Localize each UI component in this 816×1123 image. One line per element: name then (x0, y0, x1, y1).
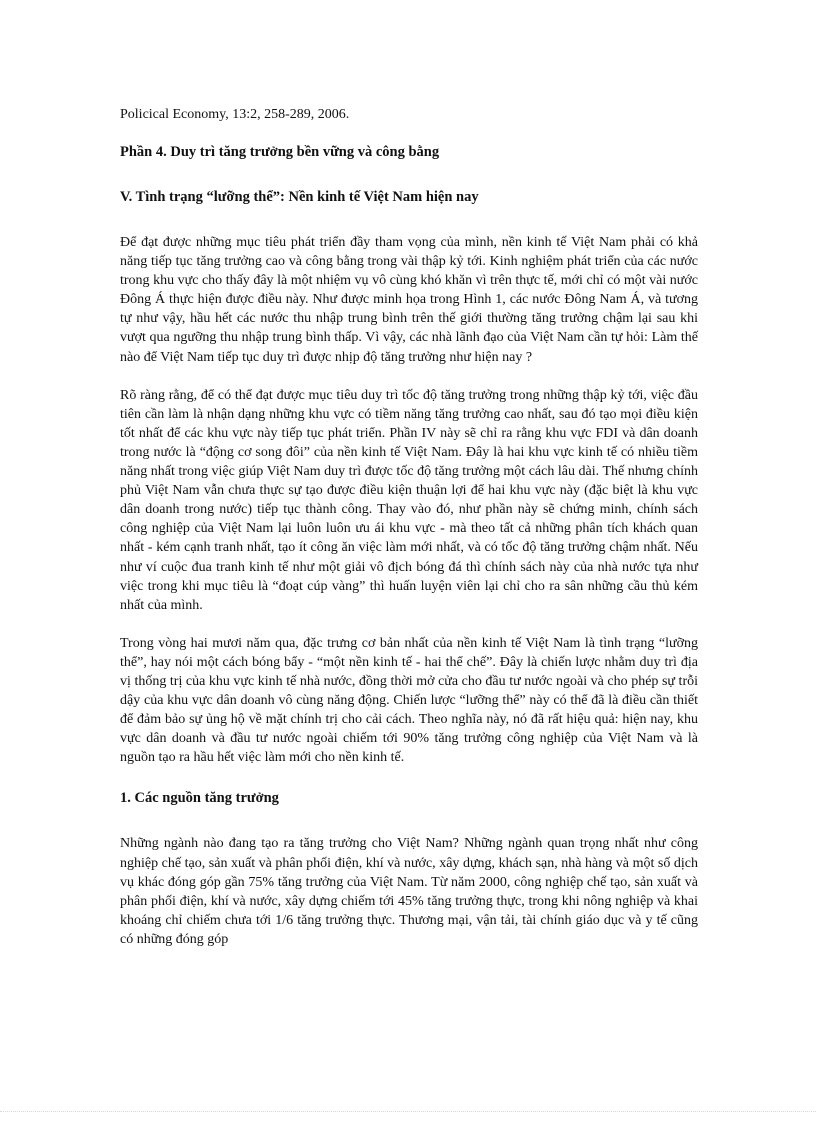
subsection-heading: 1. Các nguồn tăng trưởng (120, 790, 279, 807)
paragraph-3: Trong vòng hai mươi năm qua, đặc trưng cơ bản nhất của nền kinh tế Việt Nam là tình trạng “lưỡng thể”, hay nói một cách bóng bẩy - “một nền kinh tế - hai thể chế”. Đây là chiến lược nhằm duy trì địa vị thống trị của khu vực kinh tế nhà nước, đồng thời mở cửa cho đầu tư nước ngoài và cho phép sự trỗi dậy của khu vực dân doanh vô cùng năng động. Chiến lược “lưỡng thể” này có thể đã là điều cần thiết để đảm bảo sự ủng hộ về mặt chính trị cho cải cách. Theo nghĩa này, nó đã rất hiệu quả: hiện nay, khu vực dân doanh và đầu tư nước ngoài chiếm tới 90% tăng trưởng công nghiệp của Việt Nam và là nguồn tạo ra hầu hết việc làm mới cho nền kinh tế. (120, 635, 698, 766)
paragraph-1: Để đạt được những mục tiêu phát triển đầy tham vọng của mình, nền kinh tế Việt Nam phải có khả năng tiếp tục tăng trưởng cao và công bằng trong vài thập kỷ tới. Kinh nghiệm phát triển của các nước trong khu vực cho thấy đây là một nhiệm vụ vô cùng khó khăn vì trên thực tế, mới chỉ có một vài nước Đông Á thực hiện được điều này. Như được minh họa trong Hình 1, các nước Đông Nam Á, và tương tự như vậy, hầu hết các nước thu nhập trung bình trên thế giới thường tăng trưởng chậm lại sau khi vượt qua ngưỡng thu nhập trung bình thấp. Vì vậy, các nhà lãnh đạo của Việt Nam cần tự hỏi: Làm thế nào để Việt Nam tiếp tục duy trì được nhịp độ tăng trưởng như hiện nay ? (120, 235, 698, 365)
citation-reference: Policical Economy, 13:2, 258-289, 2006. (120, 107, 350, 122)
section-heading: V. Tình trạng “lưỡng thể”: Nền kinh tế Việt Nam hiện nay (120, 189, 479, 205)
document-body (120, 105, 698, 968)
part-heading: Phần 4. Duy trì tăng trưởng bền vững và công bằng (120, 144, 440, 160)
paragraph-2: Rõ ràng rằng, để có thể đạt được mục tiêu duy trì tốc độ tăng trưởng trong những thập kỷ tới, việc đầu tiên cần làm là nhận dạng những khu vực có tiềm năng tăng trưởng cao nhất, sau đó tạo mọi điều kiện tốt nhất để các khu vực này tiếp tục phát triển. Phần IV này sẽ chỉ ra rằng khu vực FDI và dân doanh trong nước là “động cơ song đôi” của nền kinh tế Việt Nam. Đây là hai khu vực kinh tế có nhiều tiềm năng nhất trong việc giúp Việt Nam duy trì được tốc độ tăng trưởng một cách lâu dài. Thế nhưng chính phủ Việt Nam vẫn chưa thực sự tạo được điều kiện thuận lợi để hai khu vực này (đặc biệt là khu vực dân doanh trong nước) tiếp tục thành công. Thay vào đó, như phần này sẽ chứng minh, chính sách công nghiệp của Việt Nam lại luôn luôn ưu ái khu vực - mà theo tất cả những phân tích khách quan nhất - kém cạnh tranh nhất, tạo ít công ăn việc làm mới nhất, và có tốc độ tăng trưởng chậm nhất. Nếu như ví cuộc đua tranh kinh tế như một giải vô địch bóng đá thì chính sách này của nhà nước tựa như việc trong khi mục tiêu là “đoạt cúp vàng” thì huấn luyện viên lại chỉ cho ra sân những cầu thủ kém nhất của mình. (120, 387, 698, 613)
page-bottom-divider (0, 1111, 816, 1113)
paragraph-4: Những ngành nào đang tạo ra tăng trưởng cho Việt Nam? Những ngành quan trọng nhất như công nghiệp chế tạo, sản xuất và phân phối điện, khí và nước, xây dựng, khách sạn, nhà hàng và một số dịch vụ khác đóng góp gần 75% tăng trưởng của Việt Nam. Từ năm 2000, công nghiệp chế tạo, sản xuất và phân phối điện, khí và nước, xây dựng chiếm tới 45% tăng trưởng thực, trong khi nông nghiệp và khai khoáng chỉ chiếm chưa tới 1/6 tăng trưởng thực. Thương mại, vận tải, tài chính giáo dục và y tế cũng có những đóng góp (120, 836, 698, 947)
